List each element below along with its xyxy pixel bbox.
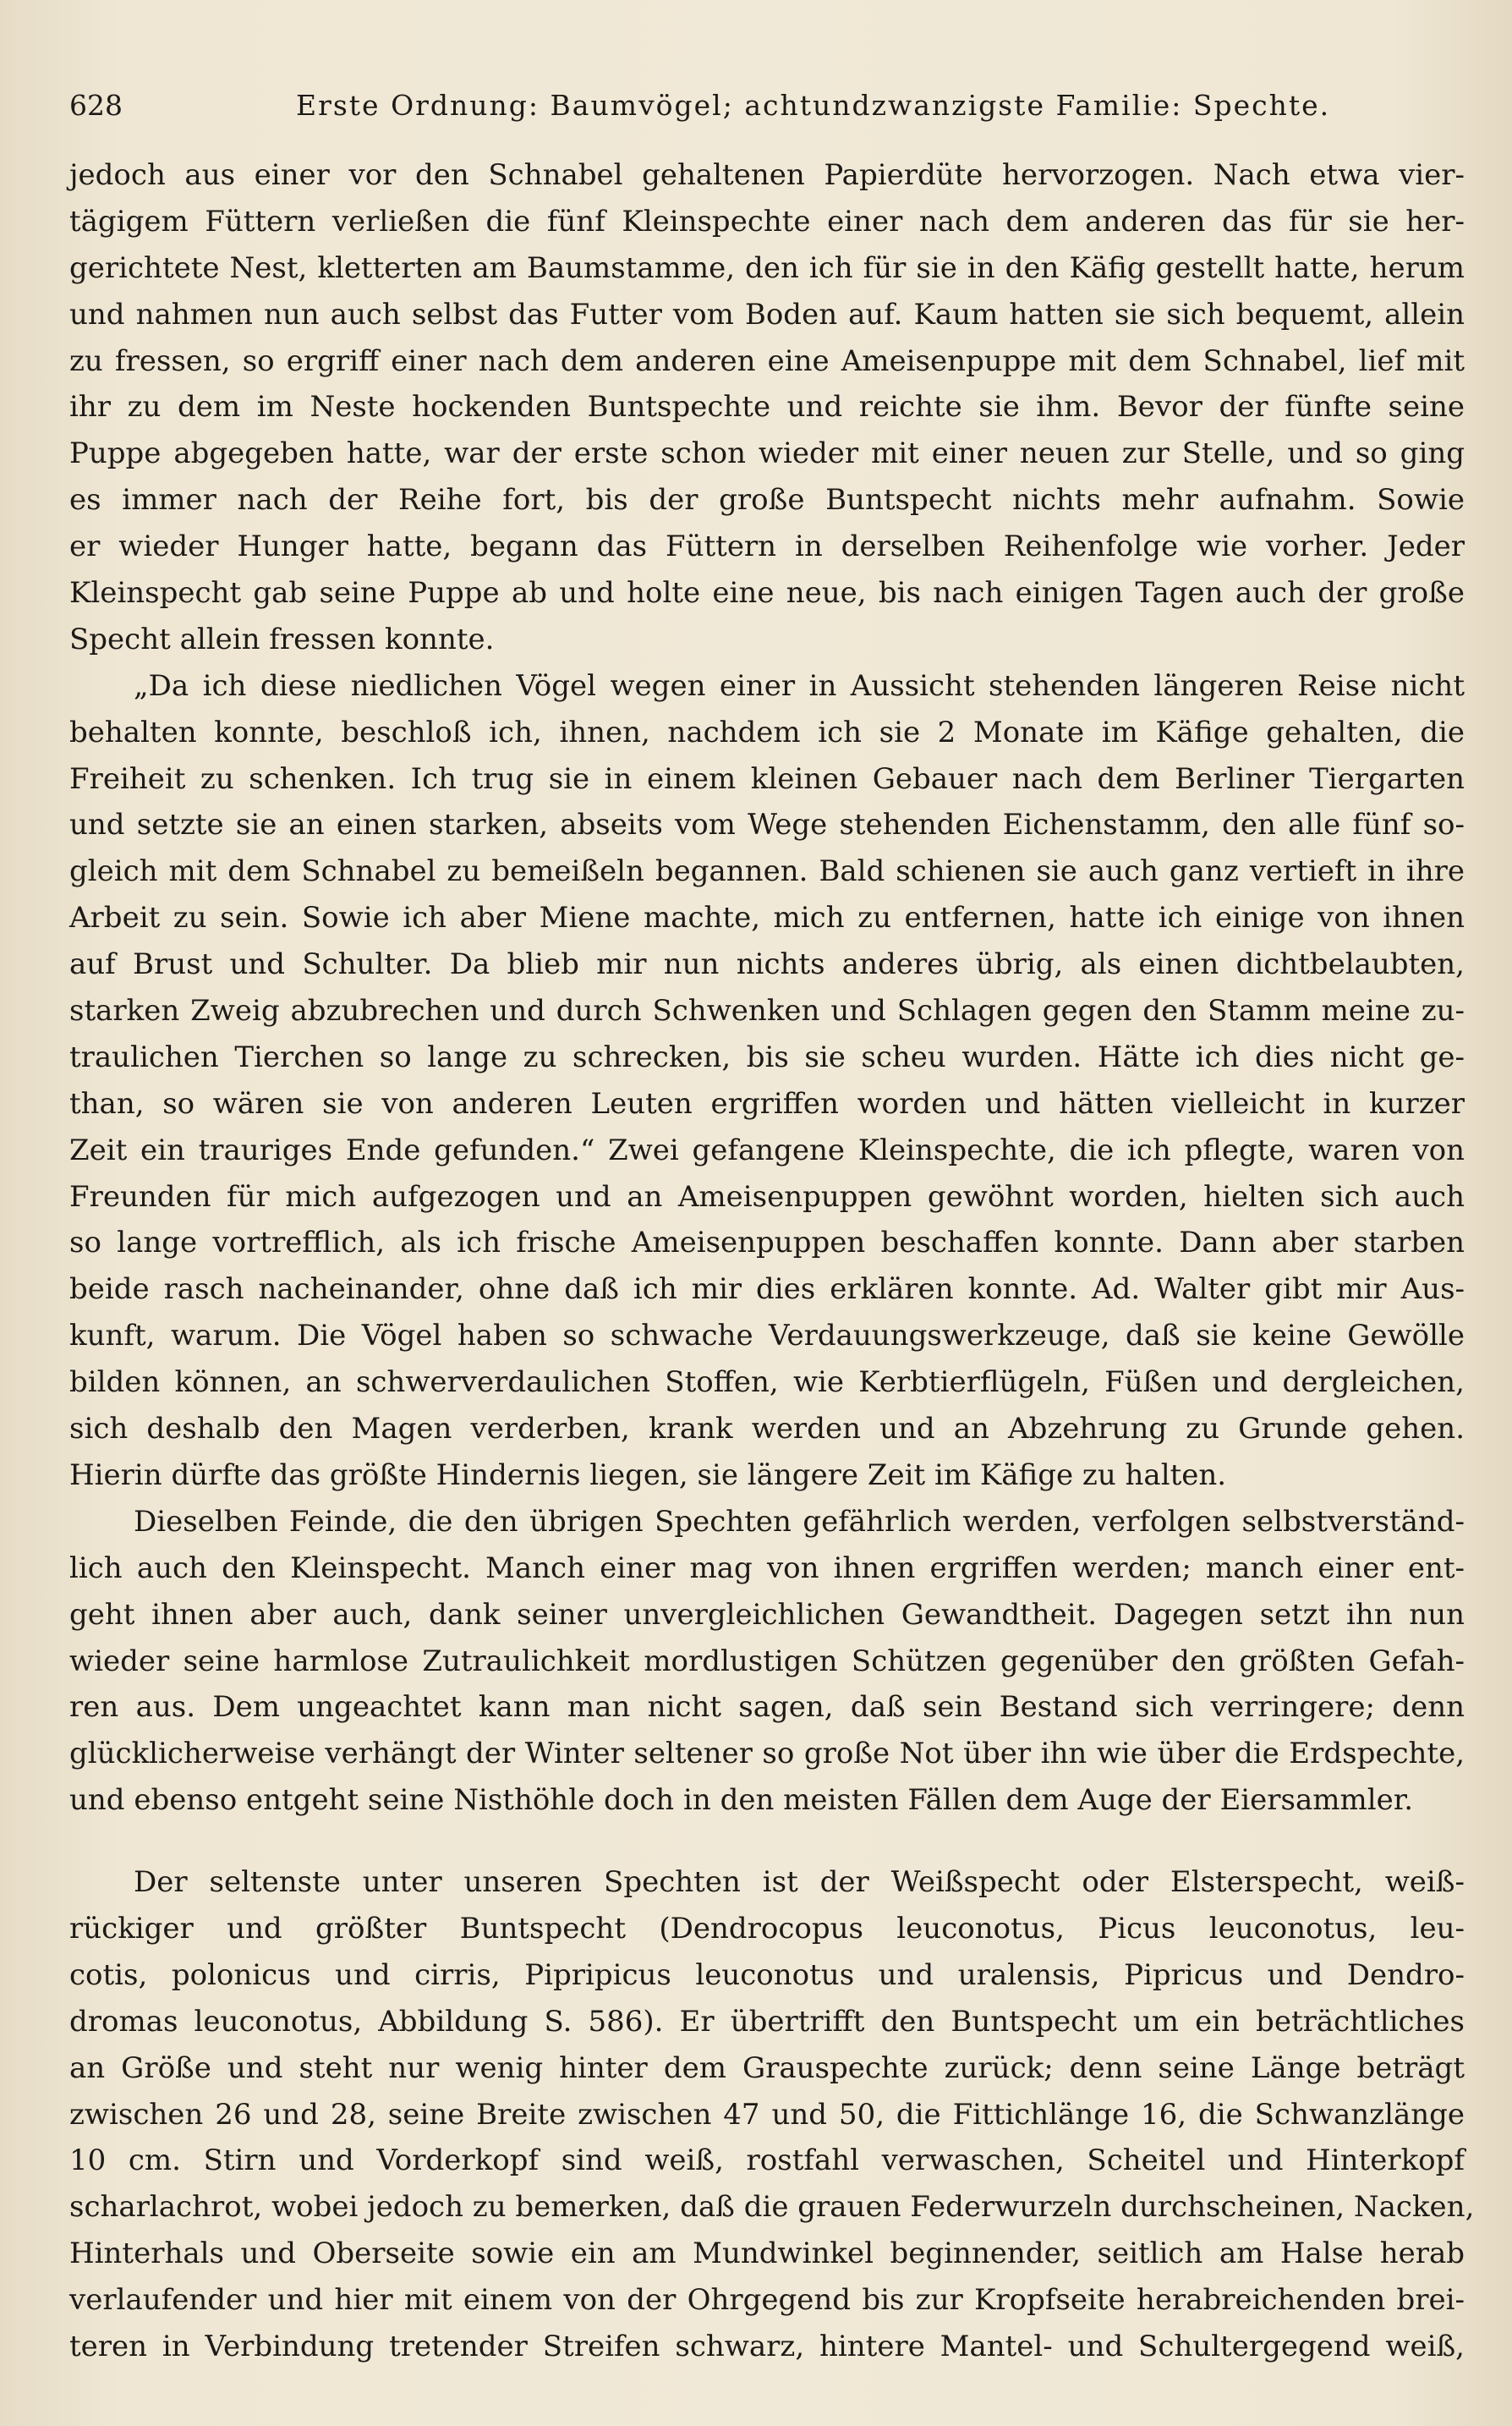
text-line: kunft, warum. Die Vögel haben so schwache Verdauungswerkzeuge, daß sie keine Gewölle xyxy=(69,1319,1465,1353)
text-line: sich deshalb den Magen verderben, krank werden und an Abzehrung zu Grunde gehen. xyxy=(69,1412,1465,1446)
text-line: 10 cm. Stirn und Vorderkopf sind weiß, rostfahl verwaschen, Scheitel und Hinterkopf xyxy=(69,2143,1465,2178)
text-line: und ebenso entgeht seine Nisthöhle doch in den meisten Fällen dem Auge der Eiersammler. xyxy=(69,1783,1414,1818)
text-line: an Größe und steht nur wenig hinter dem Grauspechte zurück; denn seine Länge beträgt xyxy=(69,2050,1465,2085)
page-header xyxy=(69,85,1465,127)
text-line: lich auch den Kleinspecht. Manch einer mag von ihnen ergriffen werden; manch einer ent- xyxy=(69,1551,1465,1585)
section-gap xyxy=(69,1824,1465,1859)
text-line: scharlachrot, wobei jedoch zu bemerken, daß die grauen Federwurzeln durchscheinen, Nacken, xyxy=(69,2190,1475,2225)
paragraph-2 xyxy=(69,663,1465,1499)
text-line: ren aus. Dem ungeachtet kann man nicht sagen, daß sein Bestand sich verringere; denn xyxy=(69,1690,1465,1725)
paragraph-4 xyxy=(69,1859,1475,2370)
text-line: Freunden für mich aufgezogen und an Ameisenpuppen gewöhnt worden, hielten sich auch xyxy=(69,1179,1465,1214)
text-line: bilden können, an schwerverdaulichen Stoffen, wie Kerbtierflügeln, Füßen und dergleichen, xyxy=(69,1365,1465,1400)
running-head: Erste Ordnung: Baumvögel; achtundzwanzigste Familie: Spechte. xyxy=(296,89,1331,122)
text-line: Freiheit zu schenken. Ich trug sie in einem kleinen Gebauer nach dem Berliner Tiergarten xyxy=(69,761,1465,796)
text-line: Zeit ein trauriges Ende gefunden.“ Zwei gefangene Kleinspechte, die ich pflegte, waren von xyxy=(69,1133,1465,1167)
text-line: er wieder Hunger hatte, begann das Füttern in derselben Reihenfolge wie vorher. Jeder xyxy=(69,530,1465,564)
text-line: zwischen 26 und 28, seine Breite zwischen 47 und 50, die Fittichlänge 16, die Schwanzlänge xyxy=(69,2097,1465,2132)
text-line: Kleinspecht gab seine Puppe ab und holte eine neue, bis nach einigen Tagen auch der große xyxy=(69,576,1465,611)
text-line: geht ihnen aber auch, dank seiner unvergleichlichen Gewandtheit. Dagegen setzt ihn nun xyxy=(69,1597,1465,1632)
text-line: Arbeit zu sein. Sowie ich aber Miene machte, mich zu entfernen, hatte ich einige von ihnen xyxy=(69,901,1465,936)
text-body xyxy=(69,152,1475,2370)
text-line: behalten konnte, beschloß ich, ihnen, nachdem ich sie 2 Monate im Käfige gehalten, die xyxy=(69,715,1465,749)
page-number: 628 xyxy=(69,89,123,122)
paragraph-1 xyxy=(69,152,1465,663)
text-line: dromas leuconotus, Abbildung S. 586). Er übertrifft den Buntspecht um ein beträchtliches xyxy=(69,2004,1465,2039)
text-line: gleich mit dem Schnabel zu bemeißeln begannen. Bald schienen sie auch ganz vertieft in ihre xyxy=(69,854,1465,889)
text-line: Puppe abgegeben hatte, war der erste schon wieder mit einer neuen zur Stelle, und so ging xyxy=(69,436,1465,471)
text-line: Der seltenste unter unseren Spechten ist der Weißspecht oder Elsterspecht, weiß- xyxy=(134,1865,1465,1900)
text-line: wieder seine harmlose Zutraulichkeit mordlustigen Schützen gegenüber den größten Gefah- xyxy=(69,1644,1465,1678)
text-line: rückiger und größter Buntspecht (Dendrocopus leuconotus, Picus leuconotus, leu- xyxy=(69,1911,1465,1946)
text-line: cotis, polonicus und cirris, Pipripicus leuconotus und uralensis, Pipricus und Dendro- xyxy=(69,1957,1465,1992)
text-line: Hierin dürfte das größte Hindernis liegen, sie längere Zeit im Käfige zu halten. xyxy=(69,1457,1227,1492)
text-line: Hinterhals und Oberseite sowie ein am Mundwinkel beginnender, seitlich am Halse herab xyxy=(69,2237,1465,2271)
text-line: ihr zu dem im Neste hockenden Buntspechte und reichte sie ihm. Bevor der fünfte seine xyxy=(69,390,1465,425)
text-line: zu fressen, so ergriff einer nach dem anderen eine Ameisenpuppe mit dem Schnabel, lief mit xyxy=(69,343,1465,378)
text-line: traulichen Tierchen so lange zu schrecken, bis sie scheu wurden. Hätte ich dies nicht ge- xyxy=(69,1040,1465,1074)
text-line: Specht allein fressen konnte. xyxy=(69,622,495,656)
text-line: „Da ich diese niedlichen Vögel wegen einer in Aussicht stehenden längeren Reise nicht xyxy=(134,668,1465,703)
text-line: glücklicherweise verhängt der Winter seltener so große Not über ihn wie über die Erdspechte, xyxy=(69,1737,1465,1771)
text-line: es immer nach der Reihe fort, bis der große Buntspecht nichts mehr aufnahm. Sowie xyxy=(69,483,1465,518)
text-line: verlaufender und hier mit einem von der Ohrgegend bis zur Kropfseite herabreichenden brei- xyxy=(69,2283,1465,2318)
text-line: beide rasch nacheinander, ohne daß ich mir dies erklären konnte. Ad. Walter gibt mir Aus- xyxy=(69,1272,1465,1307)
text-line: und nahmen nun auch selbst das Futter vom Boden auf. Kaum hatten sie sich bequemt, allein xyxy=(69,297,1465,332)
text-line: tägigem Füttern verließen die fünf Kleinspechte einer nach dem anderen das für sie her- xyxy=(69,204,1465,239)
text-line: Dieselben Feinde, die den übrigen Spechten gefährlich werden, verfolgen selbstverständ- xyxy=(134,1504,1465,1539)
text-line: und setzte sie an einen starken, abseits vom Wege stehenden Eichenstamm, den alle fünf so- xyxy=(69,808,1465,843)
text-line: than, so wären sie von anderen Leuten ergriffen worden und hätten vielleicht in kurzer xyxy=(69,1086,1465,1121)
paragraph-3 xyxy=(69,1499,1465,1824)
text-line: gerichtete Nest, kletterten am Baumstamme, den ich für sie in den Käfig gestellt hatte, herum xyxy=(69,250,1465,285)
text-line: teren in Verbindung tretender Streifen schwarz, hintere Mantel- und Schultergegend weiß, xyxy=(69,2329,1465,2363)
text-line: jedoch aus einer vor den Schnabel gehaltenen Papierdüte hervorzogen. Nach etwa vier- xyxy=(69,158,1465,192)
text-line: auf Brust und Schulter. Da blieb mir nun nichts anderes übrig, als einen dichtbelaubten, xyxy=(69,947,1465,982)
text-line: so lange vortrefflich, als ich frische Ameisenpuppen beschaffen konnte. Dann aber starben xyxy=(69,1226,1465,1260)
text-line: starken Zweig abzubrechen und durch Schwenken und Schlagen gegen den Stamm meine zu- xyxy=(69,994,1465,1029)
